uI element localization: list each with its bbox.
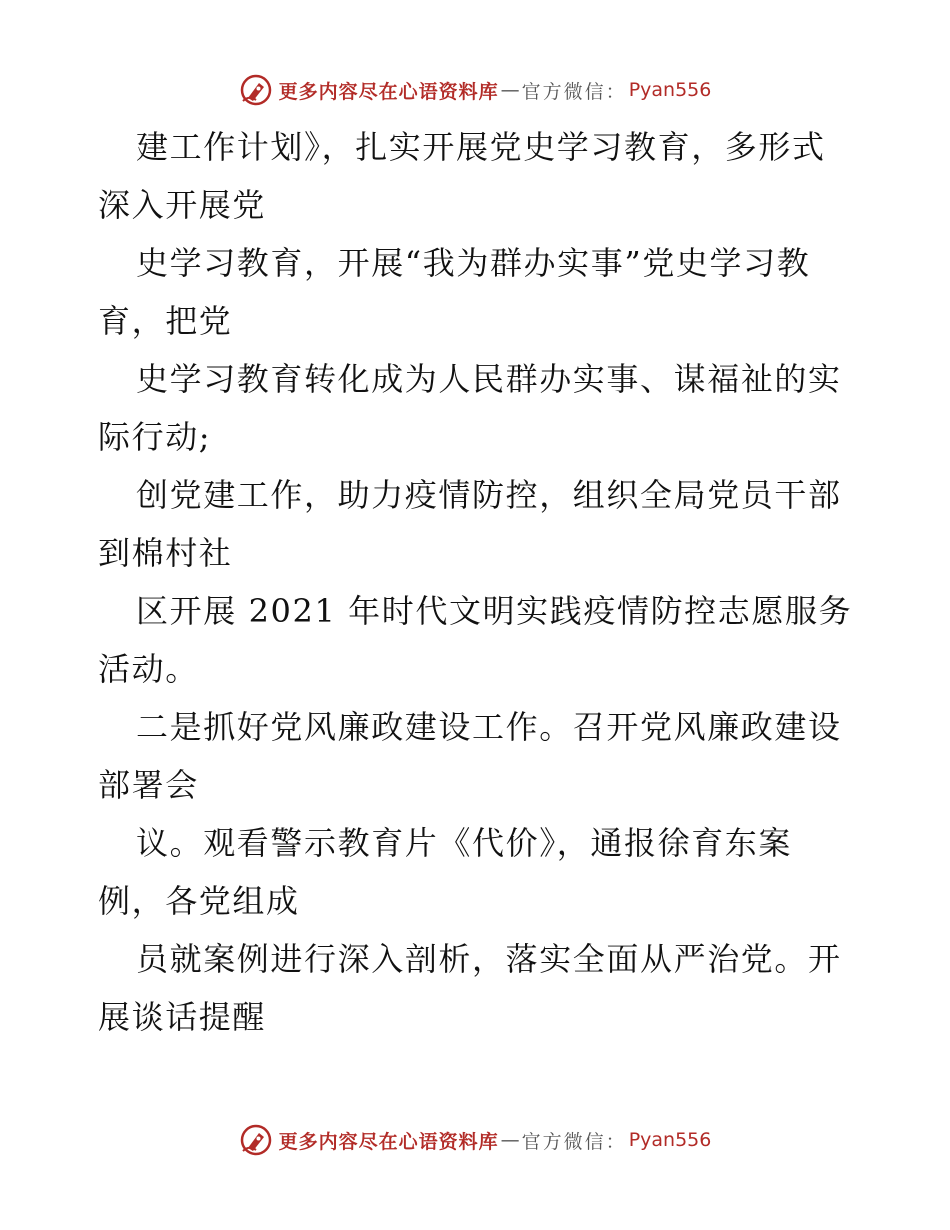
paragraph bbox=[98, 234, 858, 350]
watermark-site-name: 更多内容尽在心语资料库 bbox=[278, 80, 499, 103]
paragraph-line: 建工作计划》，扎实开展党史学习教育，多形式 bbox=[136, 128, 826, 166]
watermark-site-name: 更多内容尽在心语资料库 bbox=[278, 1130, 499, 1153]
paragraph-line: 史学习教育，开展“我为群办实事”党史学习教 bbox=[136, 244, 811, 282]
paragraph bbox=[98, 930, 858, 1046]
paragraph-line: 史学习教育转化成为人民群办实事、谋福祉的实 bbox=[136, 360, 842, 398]
paragraph bbox=[98, 466, 858, 582]
watermark-dash: — bbox=[500, 1129, 520, 1151]
paragraph bbox=[98, 350, 858, 466]
paragraph-line: 议。观看警示教育片《代价》，通报徐育东案 bbox=[136, 824, 793, 862]
paragraph bbox=[98, 698, 858, 814]
paragraph-line: 活动。 bbox=[98, 650, 199, 688]
footer-watermark bbox=[0, 1120, 950, 1160]
paragraph-line: 到棉村社 bbox=[98, 534, 233, 572]
paragraph-line: 例，各党组成 bbox=[98, 882, 300, 920]
paragraph-line: 际行动; bbox=[98, 418, 212, 456]
paragraph-line: 二是抓好党风廉政建设工作。召开党风廉政建设 bbox=[136, 708, 842, 746]
paragraph-line: 部署会 bbox=[98, 766, 199, 804]
paragraph bbox=[98, 814, 858, 930]
paragraph-line: 创党建工作，助力疫情防控，组织全局党员干部 bbox=[136, 476, 842, 514]
pen-nib-in-circle-icon bbox=[239, 73, 273, 107]
document-body bbox=[98, 118, 858, 1046]
watermark-dash: — bbox=[500, 79, 520, 101]
watermark-wechat-id: Pyan556 bbox=[628, 79, 712, 101]
watermark-label: 官方微信： bbox=[521, 80, 627, 103]
watermark-wechat-id: Pyan556 bbox=[628, 1129, 712, 1151]
paragraph-line: 深入开展党 bbox=[98, 186, 267, 224]
paragraph bbox=[98, 582, 858, 698]
paragraph-line: 展谈话提醒 bbox=[98, 998, 267, 1036]
paragraph-line: 区开展 2021 年时代文明实践疫情防控志愿服务 bbox=[136, 592, 853, 630]
paragraph-line: 员就案例进行深入剖析，落实全面从严治党。开 bbox=[136, 940, 842, 978]
header-watermark bbox=[0, 70, 950, 110]
pen-nib-in-circle-icon bbox=[239, 1123, 273, 1157]
paragraph bbox=[98, 118, 858, 234]
paragraph-line: 育，把党 bbox=[98, 302, 233, 340]
watermark-label: 官方微信： bbox=[521, 1130, 627, 1153]
